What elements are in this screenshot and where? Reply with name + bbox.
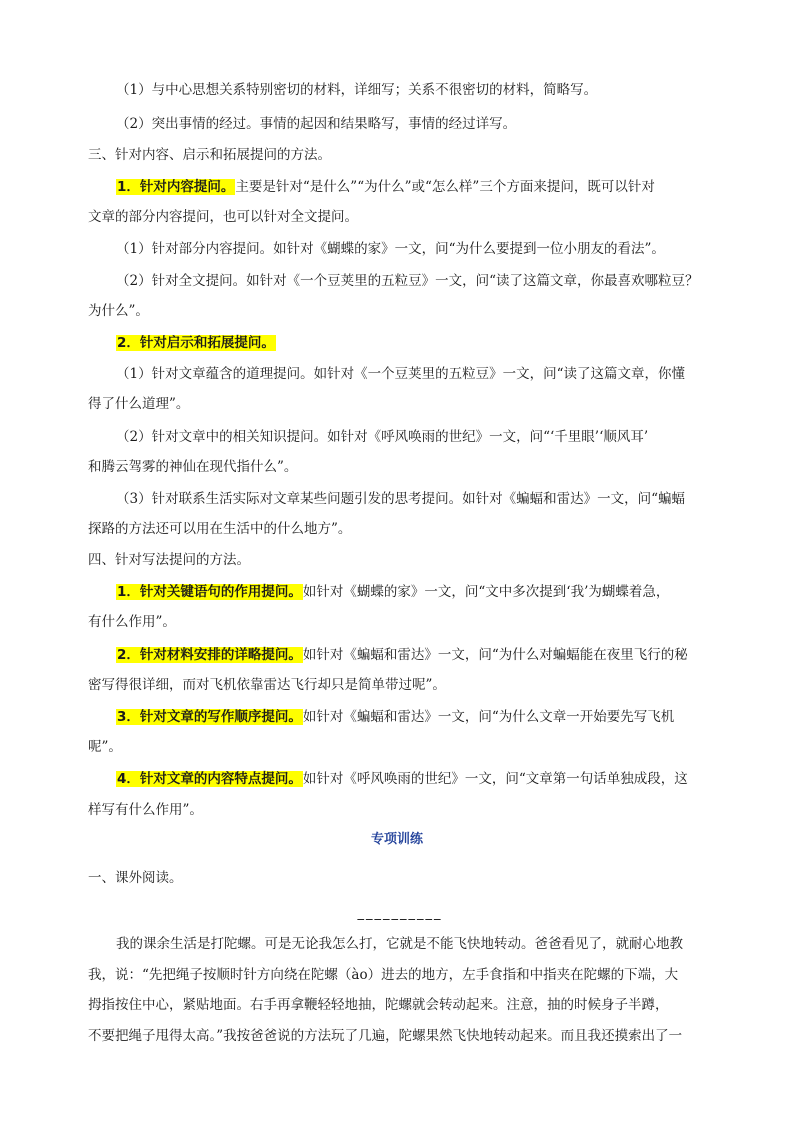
highlight-label: 4．针对文章的内容特点提问。	[117, 771, 302, 787]
text-line-14: （3）针对联系生活实际对文章某些问题引发的思考提问。如针对《蝙蝠和雷达》一文，问“蝙蝠	[116, 491, 685, 507]
text-line-8: 为什么”。	[88, 303, 149, 319]
highlight-label: 1．针对关键语句的作用提问。	[117, 584, 302, 600]
text-line-11: 得了什么道理”。	[88, 396, 190, 412]
text-line-21: 3．针对文章的写作顺序提问。如针对《蝙蝠和雷达》一文，问“为什么文章一开始要先写飞机	[117, 709, 675, 725]
text-line-20: 密写得很详细，而对飞机依靠雷达飞行却只是简单带过呢”。	[88, 677, 446, 693]
highlight-label: 2．针对启示和拓展提问。	[117, 335, 275, 351]
reading-line-4: 不要把绳子甩得太高。”我按爸爸说的方法玩了几遍，陀螺果然飞快地转动起来。而且我还摸索出了一	[88, 1028, 683, 1044]
reading-line-2: 我，说：“先把绳子按顺时针方向绕在陀螺（ào）进去的地方，左手食指和中指夹在陀螺的下端，大	[88, 967, 679, 983]
section-heading-4: 四、针对写法提问的方法。	[88, 552, 250, 568]
text-line-13: 和腾云驾雾的神仙在现代指什么”。	[88, 459, 298, 475]
text-line-24: 样写有什么作用”。	[88, 802, 203, 818]
text-line-5: 文章的部分内容提问，也可以针对全文提问。	[88, 209, 358, 225]
part-heading: 一、课外阅读。	[88, 870, 183, 886]
section-title: 专项训练	[370, 832, 423, 847]
text-line-9	[116, 333, 728, 353]
highlight-label: 2．针对材料安排的详略提问。	[117, 647, 302, 663]
highlight-label: 3．针对文章的写作顺序提问。	[117, 709, 302, 725]
text-line-6: （1）针对部分内容提问。如针对《蝴蝶的家》一文，问“为什么要提到一位小朋友的看法”。	[116, 241, 665, 257]
text-line-10: （1）针对文章蕴含的道理提问。如针对《一个豆荚里的五粒豆》一文，问“读了这篇文章，你懂	[116, 366, 685, 382]
text-line-23: 4．针对文章的内容特点提问。如针对《呼风唤雨的世纪》一文，问“文章第一句话单独成段，这	[117, 771, 688, 787]
text-line-2: （2）突出事情的经过。事情的起因和结果略写，事情的经过详写。	[116, 116, 517, 132]
text-line-12: （2）针对文章中的相关知识提问。如针对《呼风唤雨的世纪》一文，问“‘千里眼’‘顺风耳’	[116, 429, 649, 445]
text-line-22: 呢”。	[88, 739, 122, 755]
section-heading-3: 三、针对内容、启示和拓展提问的方法。	[88, 147, 331, 163]
text-line-18: 有什么作用”。	[88, 614, 176, 630]
highlight-label: 1．针对内容提问。	[117, 179, 235, 195]
blank-title-line: __________	[357, 906, 443, 921]
reading-line-3: 拇指按住中心，紧贴地面。右手再拿鞭轻轻地抽，陀螺就会转动起来。注意，抽的时候身子半蹲，	[88, 997, 669, 1013]
reading-line-1: 我的课余生活是打陀螺。可是无论我怎么打，它就是不能飞快地转动。爸爸看见了，就耐心地教	[116, 936, 683, 952]
text-line-19: 2．针对材料安排的详略提问。如针对《蝙蝠和雷达》一文，问“为什么对蝙蝠能在夜里飞行的秘	[117, 647, 688, 663]
text-line-1: （1）与中心思想关系特别密切的材料，详细写；关系不很密切的材料，简略写。	[116, 82, 598, 98]
text-line-7: （2）针对全文提问。如针对《一个豆荚里的五粒豆》一文，问“读了这篇文章，你最喜欢哪粒豆？	[116, 273, 699, 289]
text-line-17: 1．针对关键语句的作用提问。如针对《蝴蝶的家》一文，问“文中多次提到‘我’为蝴蝶着急，	[117, 584, 670, 600]
text-line-4: 1．针对内容提问。主要是针对“是什么”“为什么”或“怎么样”三个方面来提问，既可以针对	[117, 179, 655, 195]
text-line-15: 探路的方法还可以用在生活中的什么地方”。	[88, 521, 352, 537]
